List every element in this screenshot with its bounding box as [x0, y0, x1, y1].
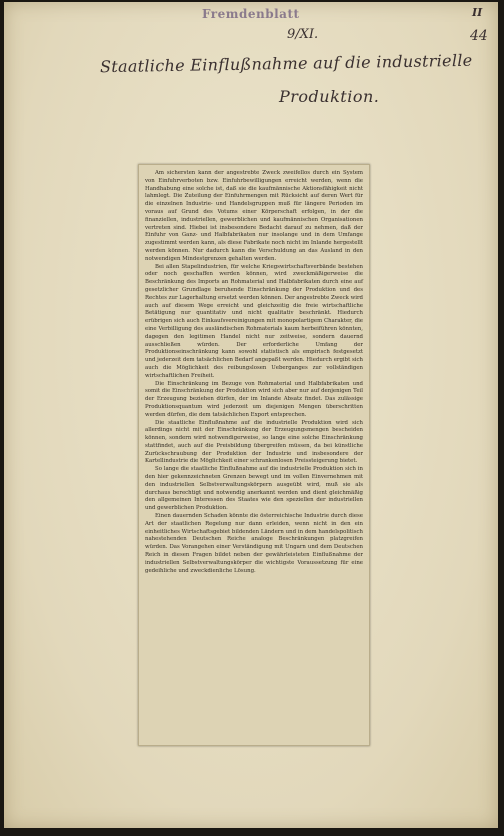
clipping-text — [139, 165, 369, 580]
clipping-paragraph: Die Einschränkung im Bezuge von Rohmaterial und Halbfabrikaten und somit die Einschränkung der Produktion wird sich aber nur auf denjenigen Teil der Erzeugung beziehen dürfen, der im Inlande Absatz findet. Das zulässige Produktionsquantum wird jederzeit um diejenigen Mengen überschritten werden dürfen, die dem tatsächlichen Export entsprechen. — [145, 380, 363, 418]
newspaper-clipping — [138, 164, 370, 746]
clipping-paragraph: Am sichersten kann der angestrebte Zweck zweifellos durch ein System von Einfuhrverboten bzw. Einfuhrbewilligungen erreicht werden, wenn die Handhabung eine solche ist, daß sie die kaufmännische Aktionsfähigkeit nicht lahmlegt. Die Zuteilung der Einfuhrmengen mit Rücksicht auf deren Wert für die einzelnen Industrie- und Handelsgruppen muß für längere Perioden im voraus auf Grund des Votums einer Körperschaft erfolgen, in der die finanziellen, industriellen, gewerblichen und kaufmännischen Organisationen vertreten sind. Hiebei ist insbesondere Bedacht darauf zu nehmen, daß der Einfuhr von Ganz- und Halbfabrikaten nur insolange und in dem Umfange zugestimmt werden kann, als diese Fabrikate noch nicht im Inlande hergestellt werden können. Nur dadurch kann die Verschuldung an das Ausland in den notwendigen Mindestgrenzen gehalten werden. — [145, 170, 363, 262]
roman-numeral-annotation: II — [472, 6, 483, 19]
archive-page — [4, 2, 498, 828]
handwritten-title-line1: Staatliche Einflußnahme auf die industrielle — [99, 50, 473, 77]
clipping-paragraph: Bei allen Stapelindustrien, für welche Kriegswirtschaftsverbände bestehen oder noch geschaffen werden können, wird zweckmäßigerweise die Beschränkung des Imports an Rohmaterial und Halbfabrikaten durch eine auf gesetzlicher Grundlage beruhende Einschränkung der Produktion und des Rechtes zur Lagerhaltung ersetzt werden können. Der angestrebte Zweck wird auch auf diesem Wege erreicht und gleichzeitig die freie wirtschaftliche Betätigung nur quantitativ und nicht qualitativ beschränkt. Hiedurch erübrigen sich auch Einkaufsvereinigungen mit monopolartigem Charakter, die eine Verbilligung des ausländischen Rohmaterials kaum herbeiführen könnten, dagegen den legitimen Handel nicht nur zeitweise, sondern dauernd ausschließen würden. Der erforderliche Umfang der Produktionseinschränkung kann sowohl statistisch als empirisch festgesetzt und jederzeit dem tatsächlichen Bedarf angepaßt werden. Hiedurch ergibt sich auch die Möglichkeit des reibungslosen Ueberganges zur vollständigen wirtschaftlichen Freiheit. — [145, 263, 363, 379]
newspaper-stamp: Fremdenblatt — [202, 7, 300, 21]
page-number-annotation: 44 — [470, 28, 488, 44]
clipping-paragraph: Einen dauernden Schaden könnte die österreichische Industrie durch diese Art der staatlichen Regelung nur dann erleiden, wenn nicht in den ein einheitliches Wirtschaftsgebiet bildenden Ländern und in dem handelspolitisch nahestehenden Deutschen Reiche analoge Beschränkungen platzgreifen würden. Das Vorangehen einer Verständigung mit Ungarn und dem Deutschen Reich in diesen Fragen bildet neben der gewährleisteten Einflußnahme der industriellen Selbstverwaltungskörper die wichtigste Voraussetzung für eine gedeihliche und zweckdienliche Lösung. — [145, 513, 363, 574]
handwritten-title-line2: Produktion. — [279, 87, 380, 106]
clipping-paragraph: Die staatliche Einflußnahme auf die industrielle Produktion wird sich allerdings nicht mit der Einschränkung der Erzeugungsmengen bescheiden können, sondern wird notwendigerweise, so lange eine solche Einschränkung stattfindet, auch auf die Preisbildung übergreifen müssen, da bei künstliche Zurückschraubung der Produktion der Industrie und insbesondere der Kartellindustrie die Möglichkeit einer schrankenlosen Preissteigerung bietet. — [145, 419, 363, 465]
handwritten-date: 9/XI. — [287, 27, 319, 42]
clipping-paragraph: So lange die staatliche Einflußnahme auf die industrielle Produktion sich in den hier gekennzeichneten Grenzen bewegt und im vollen Einvernehmen mit den industriellen Selbstverwaltungskörpern ausgeübt wird, muß sie als durchaus berechtigt und notwendig anerkannt werden und dient gleichmäßig den allgemeinen Interessen des Staates wie den speziellen der industriellen und gewerblichen Produktion. — [145, 466, 363, 512]
